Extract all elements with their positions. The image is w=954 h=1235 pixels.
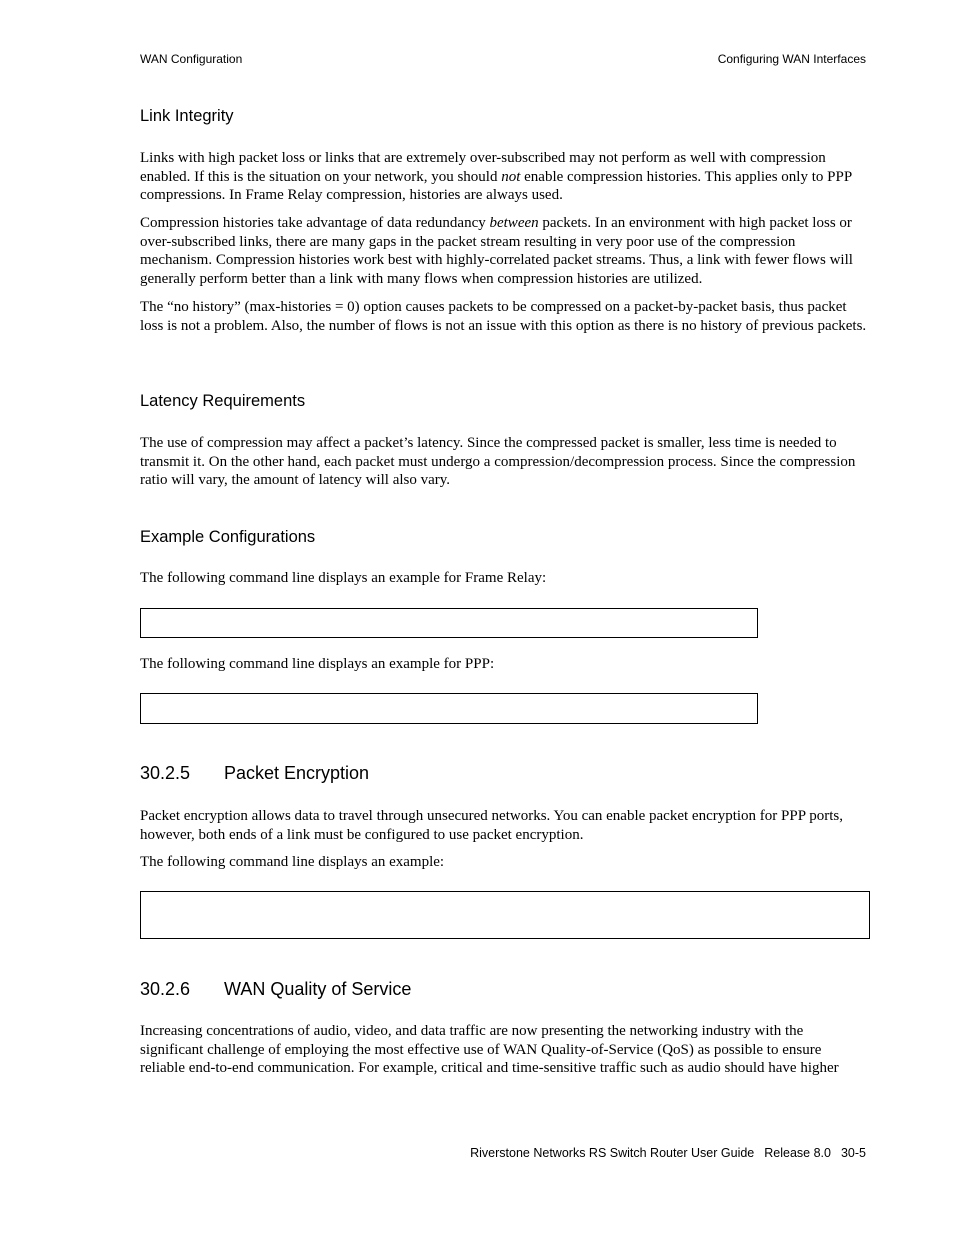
heading-link-integrity: Link Integrity [140, 107, 234, 125]
section-title: WAN Quality of Service [224, 979, 412, 999]
paragraph-frame-relay-intro: The following command line displays an example for Frame Relay: [140, 570, 547, 586]
section-heading-wan-qos [140, 979, 411, 1000]
paragraph-link-integrity-1: Links with high packet loss or links that are extremely over-subscribed may not perform as well with compression enabled. If this is the situation on your network, you should not enable compression histories. This applies only to PPP compressions. In Frame Relay compression, histories are always used. [140, 150, 852, 204]
running-header-right: Configuring WAN Interfaces [717, 52, 866, 66]
footer-page-number: 30-5 [840, 1146, 866, 1160]
paragraph-encryption-1: Packet encryption allows data to travel through unsecured networks. You can enable packet encryption for PPP ports, however, both ends of a link must be configured to use packet encryption. [140, 808, 844, 843]
section-number: 30.2.5 [140, 763, 191, 783]
paragraph-link-integrity-3: The “no history” (max-histories = 0) option causes packets to be compressed on a packet-by-packet basis, thus packet loss is not a problem. Also, the number of flows is not an issue with this option as there is no history of previous packets. [140, 299, 867, 334]
running-header-left: WAN Configuration [140, 52, 243, 66]
running-footer [470, 1146, 866, 1160]
paragraph-ppp-intro: The following command line displays an example for PPP: [140, 656, 495, 672]
section-heading-packet-encryption [140, 763, 369, 784]
heading-example-configurations: Example Configurations [140, 528, 316, 546]
code-box-encryption [140, 891, 870, 939]
paragraph-encryption-2: The following command line displays an example: [140, 854, 445, 870]
footer-release: Release 8.0 [764, 1146, 831, 1160]
paragraph-link-integrity-2: Compression histories take advantage of data redundancy between packets. In an environment with high packet loss or over-subscribed links, there are many gaps in the packet stream resulting in very poor use of the compression mechanism. Compression histories work best with highly-correlated packet streams. Thus, a link with fewer flows will generally perform better than a link with many flows when compression histories are utilized. [140, 215, 853, 287]
heading-latency-requirements: Latency Requirements [140, 392, 306, 410]
code-box-frame-relay [140, 608, 758, 638]
paragraph-qos-1: Increasing concentrations of audio, video, and data traffic are now presenting the networking industry with the significant challenge of employing the most effective use of WAN Quality-of-Service (QoS) as possible to ensure reliable end-to-end communication. For example, critical and time-sensitive traffic such as audio should have higher [140, 1023, 839, 1077]
paragraph-latency-1: The use of compression may affect a packet’s latency. Since the compressed packet is smaller, less time is needed to transmit it. On the other hand, each packet must undergo a compression/decompression process. Since the compression ratio will vary, the amount of latency will also vary. [140, 435, 856, 489]
code-box-ppp [140, 693, 758, 724]
section-title: Packet Encryption [224, 763, 370, 783]
footer-guide-title: Riverstone Networks RS Switch Router User Guide [470, 1146, 755, 1160]
section-number: 30.2.6 [140, 979, 191, 999]
